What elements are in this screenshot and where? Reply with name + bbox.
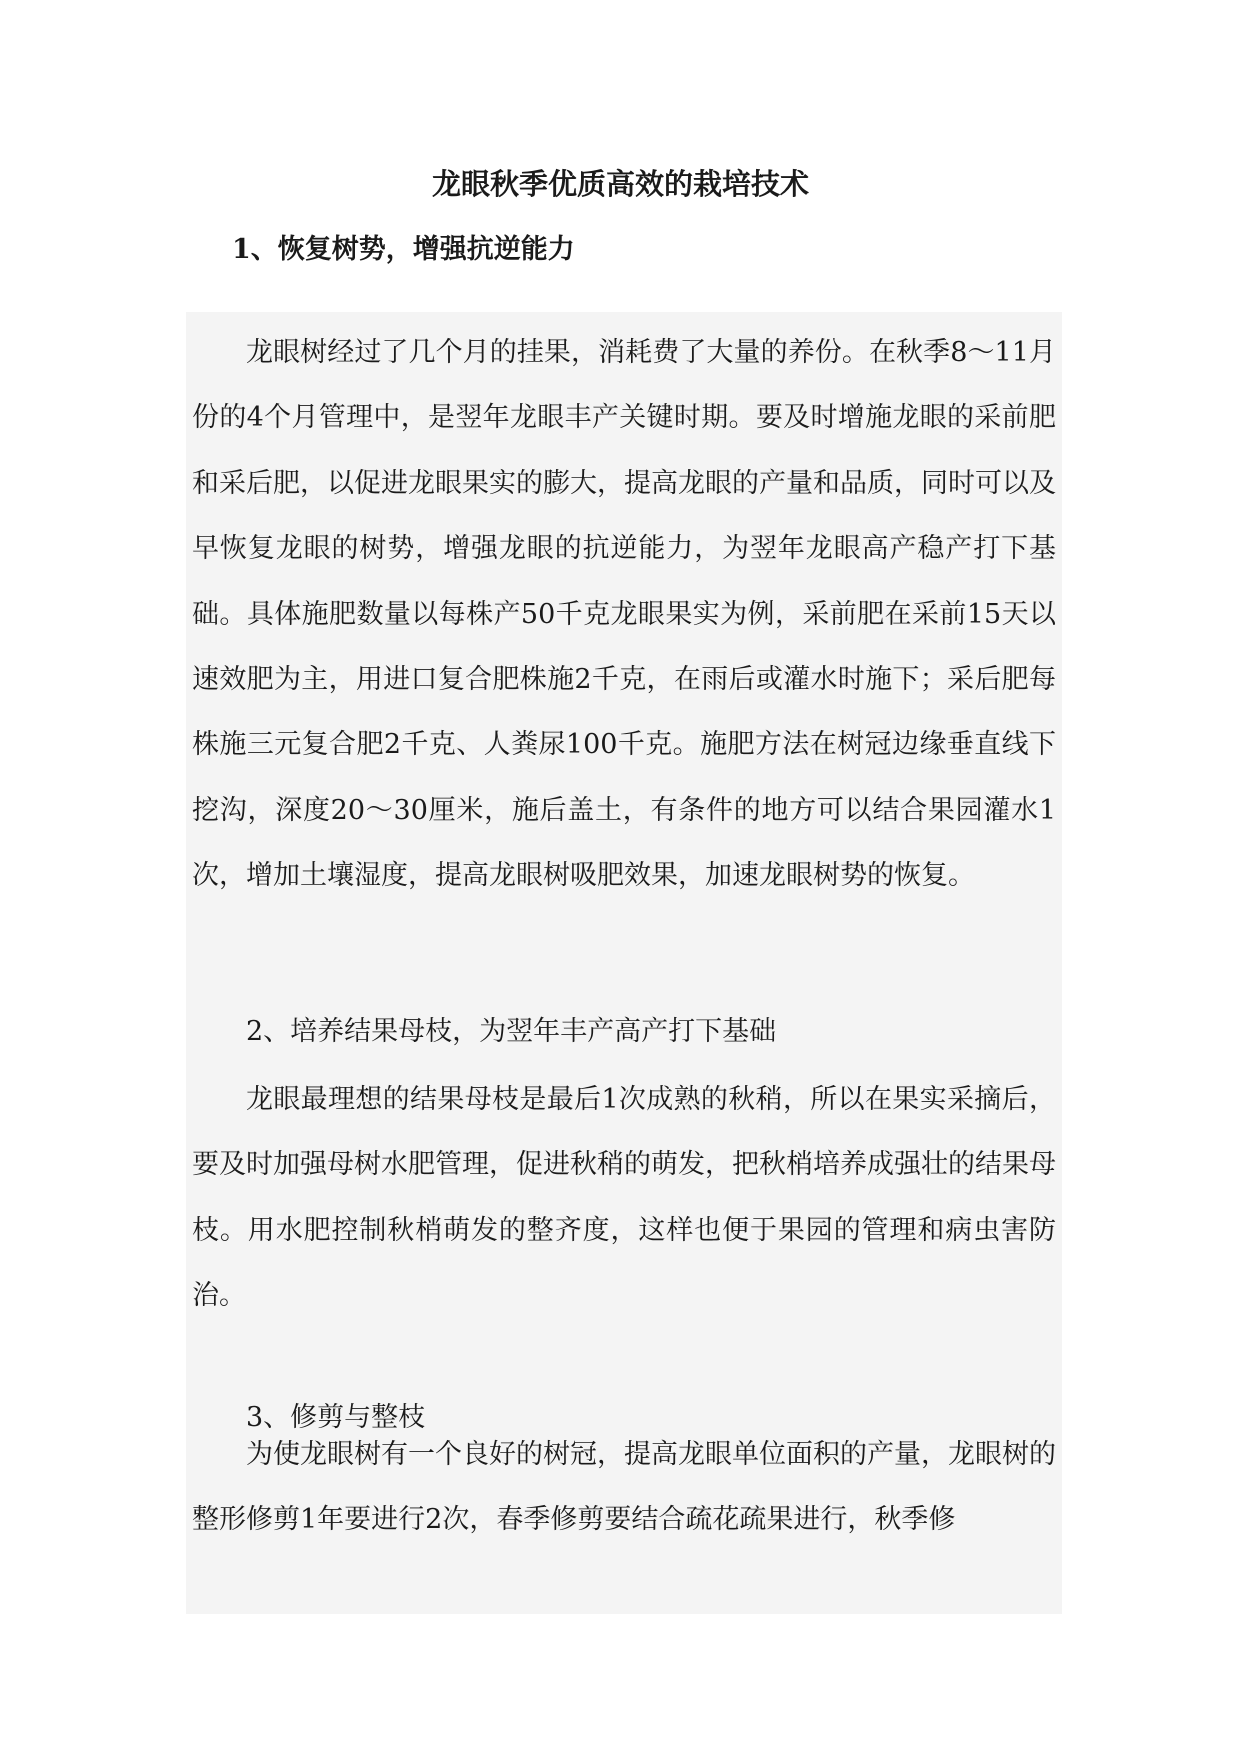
section-heading-2: 2、培养结果母枝，为翌年丰产高产打下基础 (246, 1016, 777, 1047)
section-body-2: 龙眼最理想的结果母枝是最后1次成熟的秋稍，所以在果实采摘后，要及时加强母树水肥管理，促进秋稍的萌发，把秋梢培养成强壮的结果母枝。用水肥控制秋梢萌发的整齐度，这样也便于果园的管理和病虫害防治。 (192, 1084, 1056, 1312)
section-body-1: 龙眼树经过了几个月的挂果，消耗费了大量的养份。在秋季8～11月份的4个月管理中，是翌年龙眼丰产关键时期。要及时增施龙眼的采前肥和采后肥，以促进龙眼果实的膨大，提高龙眼的产量和品质，同时可以及早恢复龙眼的树势，增强龙眼的抗逆能力，为翌年龙眼高产稳产打下基础。具体施肥数量以每株产50千克龙眼果实为例，采前肥在采前15天以速效肥为主，用进口复合肥株施2千克，在雨后或灌水时施下；采后肥每株施三元复合肥2千克、人粪尿100千克。施肥方法在树冠边缘垂直线下挖沟，深度20～30厘米，施后盖土，有条件的地方可以结合果园灌水1次，增加土壤湿度，提高龙眼树吸肥效果，加速龙眼树势的恢复。 (192, 337, 1056, 892)
section-heading-1: 1、恢复树势，增强抗逆能力 (232, 234, 575, 265)
section-body-3: 为使龙眼树有一个良好的树冠，提高龙眼单位面积的产量，龙眼树的整形修剪1年要进行2次，春季修剪要结合疏花疏果进行，秋季修 (192, 1439, 1056, 1536)
content-box (186, 312, 1062, 1614)
page-title: 龙眼秋季优质高效的栽培技术 (431, 167, 809, 201)
section-heading-3: 3、修剪与整枝 (246, 1402, 426, 1433)
